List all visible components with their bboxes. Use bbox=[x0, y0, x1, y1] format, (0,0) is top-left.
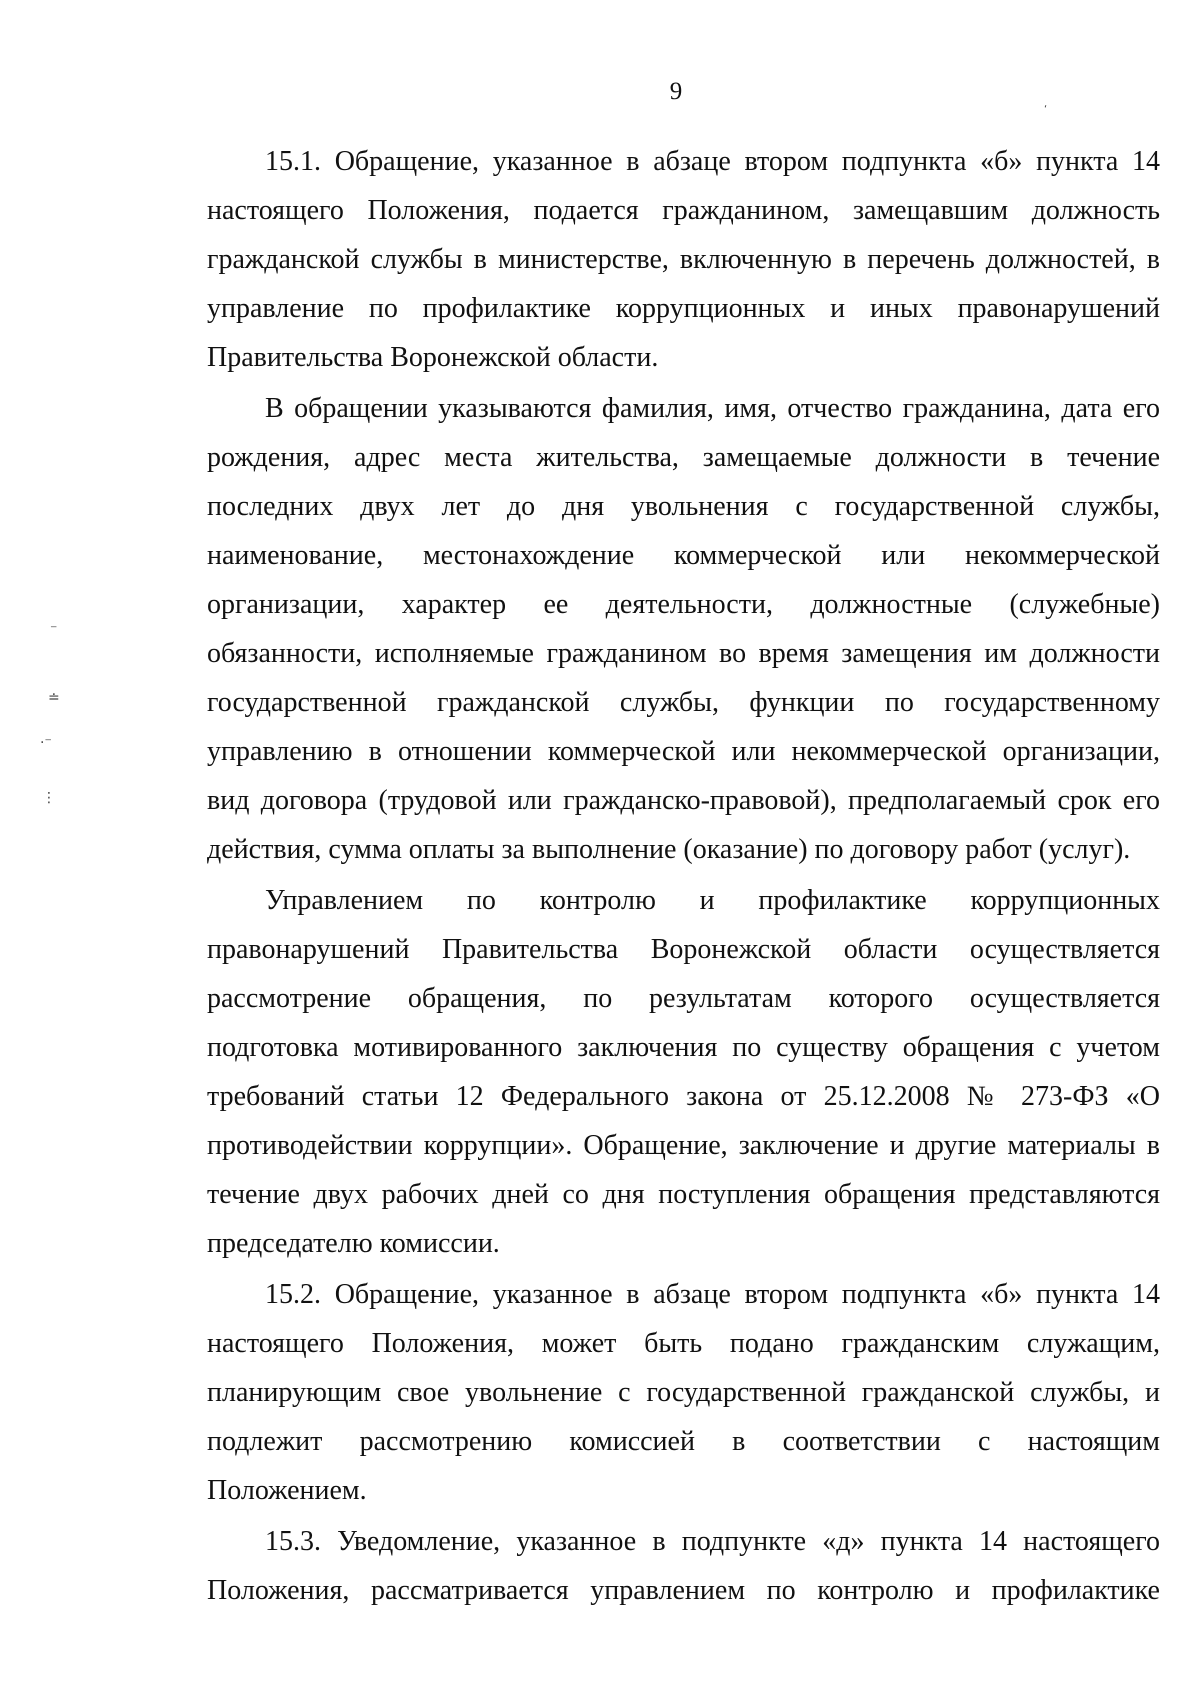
text-line: В обращении указываются фамилия, имя, отчество гражданина, дата его bbox=[265, 393, 1160, 424]
text-line: управлению в отношении коммерческой или некоммерческой организации, bbox=[207, 736, 1160, 767]
page-number: 9 bbox=[669, 78, 683, 105]
paragraph-review bbox=[207, 876, 1160, 1268]
text-line: действия, сумма оплаты за выполнение (оказание) по договору работ (услуг). bbox=[207, 834, 1131, 865]
paragraph-15-2 bbox=[207, 1270, 1160, 1515]
text-line: подлежит рассмотрению комиссией в соответствии с настоящим bbox=[207, 1426, 1160, 1457]
text-line: рассмотрение обращения, по результатам которого осуществляется bbox=[207, 983, 1160, 1014]
text-line: подготовка мотивированного заключения по существу обращения с учетом bbox=[207, 1032, 1160, 1063]
text-line: гражданской службы в министерстве, включенную в перечень должностей, в bbox=[207, 244, 1160, 275]
text-line: наименование, местонахождение коммерческой или некоммерческой bbox=[207, 540, 1160, 571]
text-line: Правительства Воронежской области. bbox=[207, 342, 659, 373]
paragraph-application-contents bbox=[207, 384, 1160, 874]
text-line: 15.1. Обращение, указанное в абзаце втором подпункта «б» пункта 14 bbox=[265, 146, 1160, 177]
text-line: требований статьи 12 Федерального закона от 25.12.2008 № 273-ФЗ «О bbox=[207, 1081, 1160, 1112]
text-line: организации, характер ее деятельности, должностные (служебные) bbox=[207, 589, 1160, 620]
scan-artifact: ⋮ bbox=[42, 790, 56, 806]
paragraph-15-3 bbox=[207, 1517, 1160, 1615]
text-line: рождения, адрес места жительства, замещаемые должности в течение bbox=[207, 442, 1160, 473]
scan-artifact: ‘ bbox=[1044, 104, 1048, 115]
scan-artifact: ⁻ bbox=[50, 622, 58, 638]
text-line: течение двух рабочих дней со дня поступления обращения представляются bbox=[207, 1179, 1160, 1210]
text-line: Положением. bbox=[207, 1475, 367, 1506]
text-line: настоящего Положения, может быть подано гражданским служащим, bbox=[207, 1328, 1160, 1359]
text-line: председателю комиссии. bbox=[207, 1228, 500, 1259]
text-line: противодействии коррупции». Обращение, заключение и другие материалы в bbox=[207, 1130, 1160, 1161]
text-line: Управлением по контролю и профилактике коррупционных bbox=[265, 885, 1160, 916]
document-body bbox=[207, 137, 1160, 1615]
text-line: последних двух лет до дня увольнения с государственной службы, bbox=[207, 491, 1160, 522]
text-line: планирующим свое увольнение с государственной гражданской службы, и bbox=[207, 1377, 1160, 1408]
text-line: управление по профилактике коррупционных и иных правонарушений bbox=[207, 293, 1160, 324]
text-line: обязанности, исполняемые гражданином во время замещения им должности bbox=[207, 638, 1160, 669]
scan-artifact: ≐ bbox=[48, 690, 60, 706]
scan-artifact: ·⁻ bbox=[40, 735, 52, 751]
text-line: 15.3. Уведомление, указанное в подпункте «д» пункта 14 настоящего bbox=[265, 1526, 1160, 1557]
paragraph-15-1 bbox=[207, 137, 1160, 382]
text-line: государственной гражданской службы, функции по государственному bbox=[207, 687, 1160, 718]
text-line: вид договора (трудовой или гражданско-правовой), предполагаемый срок его bbox=[207, 785, 1160, 816]
text-line: 15.2. Обращение, указанное в абзаце втором подпункта «б» пункта 14 bbox=[265, 1279, 1160, 1310]
text-line: правонарушений Правительства Воронежской области осуществляется bbox=[207, 934, 1160, 965]
text-line: настоящего Положения, подается гражданином, замещавшим должность bbox=[207, 195, 1160, 226]
text-line: Положения, рассматривается управлением по контролю и профилактике bbox=[207, 1575, 1160, 1606]
